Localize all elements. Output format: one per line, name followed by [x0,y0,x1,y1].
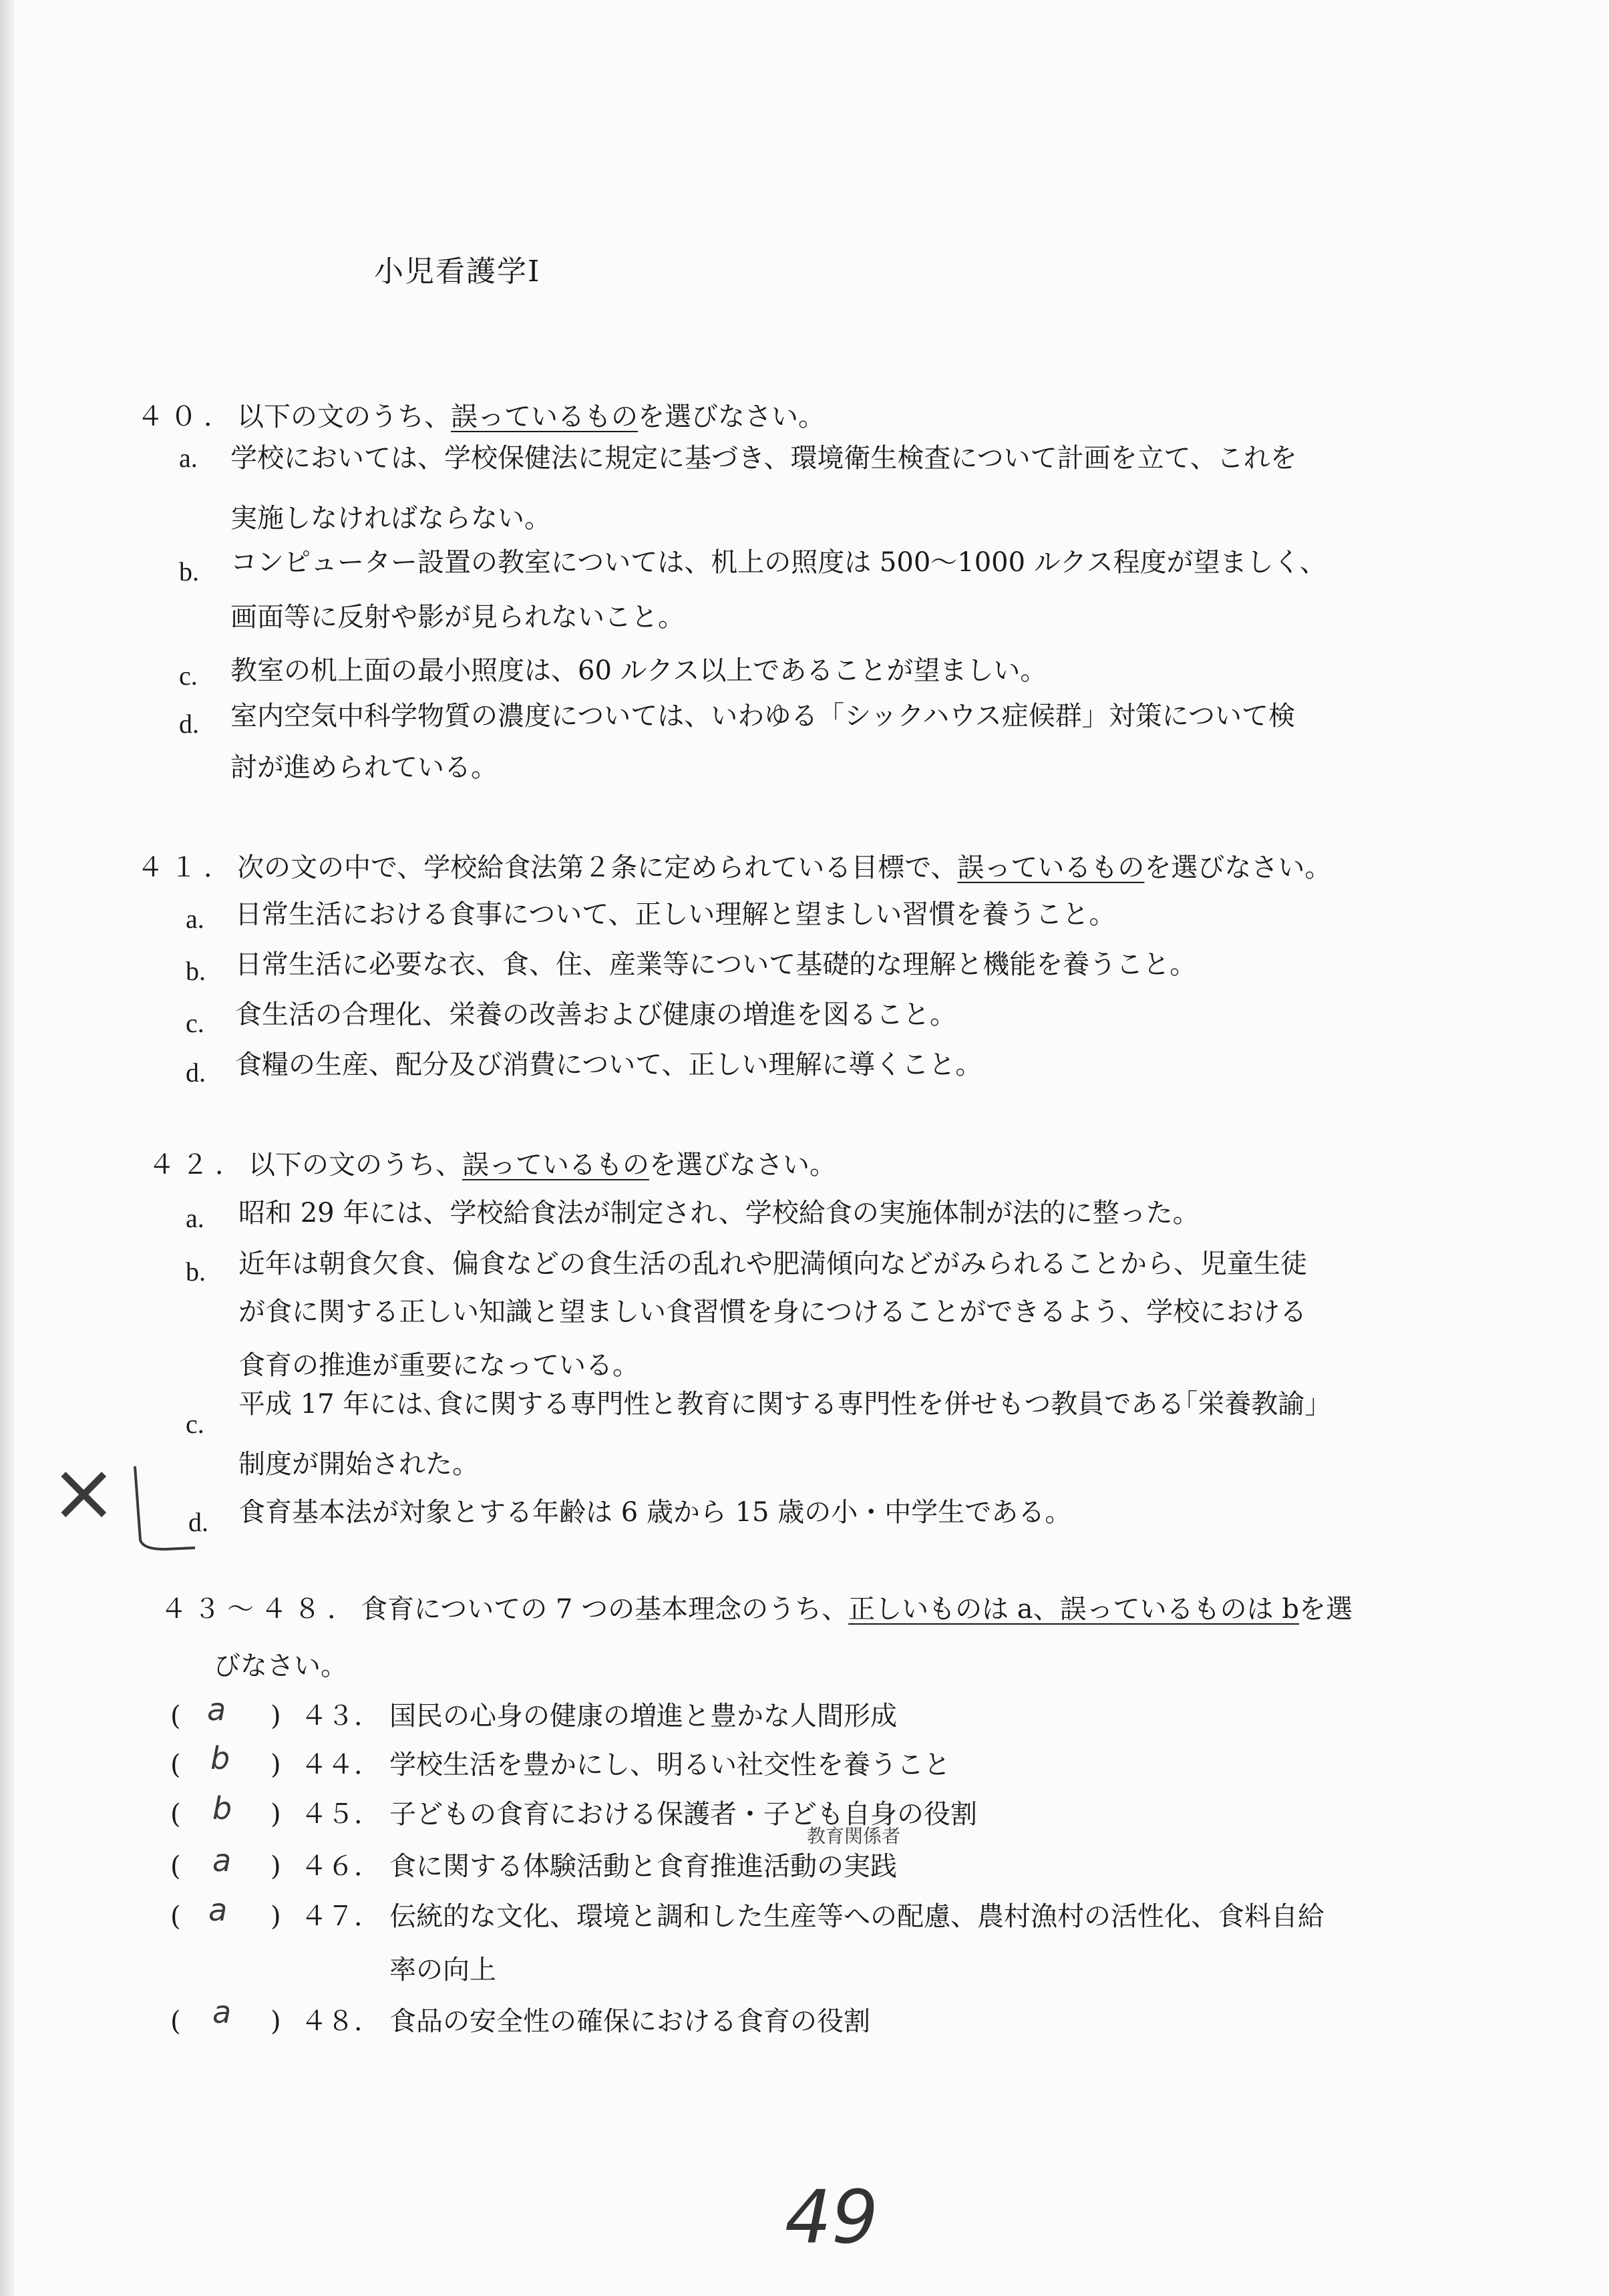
question-40-stem [137,401,825,433]
item-text: 率の向上 [389,1955,496,1985]
item-number: ４６． [301,1851,381,1882]
choice-text: 教室の机上面の最小照度は、60 ルクス以上であることが望ましい。 [230,655,1047,686]
choice-text: 食育の推進が重要になっている。 [238,1350,639,1381]
choice-label: c. [186,1008,204,1038]
choice-text: 食育基本法が対象とする年齢は 6 歳から 15 歳の小・中学生である。 [238,1497,1072,1528]
handwritten-answer: a [208,1892,228,1928]
item-text: 伝統的な文化、環境と調和した生産等への配慮、農村漁村の活性化、食料自給 [389,1901,1324,1932]
handwritten-answer: a [212,1994,232,2030]
item-number: ４８． [301,2006,381,2037]
stem-text: を選びなさい。 [1144,852,1332,883]
question-number: ４３～４８． [160,1594,361,1625]
stem-text: を選 [1298,1594,1353,1625]
answer-paren: ( [170,1799,181,1830]
answer-paren: ( [170,1851,181,1882]
answer-paren: ) [271,1701,281,1732]
item-text: 食に関する体験活動と食育推進活動の実践 [389,1851,897,1882]
stem-text: を選びなさい。 [649,1150,836,1180]
question-number: ４２． [148,1150,248,1180]
choice-label: d. [186,1057,206,1088]
item-text: 子どもの食育における保護者・子ども自身の役割 [389,1799,977,1830]
choice-label: b. [186,1257,206,1287]
choice-text: 日常生活における食事について、正しい理解と望ましい習慣を養うこと。 [235,899,1116,930]
choice-text: 日常生活に必要な衣、食、住、産業等について基礎的な理解と機能を養うこと。 [235,949,1197,980]
item-number: ４４． [301,1750,381,1780]
answer-paren: ( [170,1901,181,1932]
stem-text: 以下の文のうち、 [248,1150,462,1180]
stem-emphasis: 正しいものは a、誤っているものは b [848,1594,1299,1625]
question-43-48-stem [160,1593,1353,1625]
choice-text: 平成 17 年には､食に関する専門性と教育に関する専門性を併せもつ教員である｢栄養教諭｣ [238,1389,1318,1420]
choice-text: 室内空気中科学物質の濃度については、いわゆる「シックハウス症候群」対策について検 [230,701,1295,731]
handwritten-bracket [127,1460,200,1560]
choice-label: c. [179,661,198,691]
stem-text: 食育についての 7 つの基本理念のうち、 [361,1594,849,1625]
stem-text: を選びなさい。 [638,401,825,432]
choice-text: 実施しなければならない。 [230,503,551,534]
choice-text: 学校においては、学校保健法に規定に基づき、環境衛生検査について計画を立て、これを [230,443,1297,474]
choice-label: b. [179,556,199,587]
handwritten-x-mark: × [50,1446,118,1539]
stem-continuation: びなさい。 [214,1651,347,1681]
handwritten-note: 教育関係者 [807,1825,901,1847]
handwritten-page-number: 49 [785,2174,878,2260]
choice-label: c. [186,1409,204,1439]
scan-edge [0,0,15,2296]
handwritten-answer: a [212,1842,232,1878]
choice-text: 近年は朝食欠食、偏食などの食生活の乱れや肥満傾向などがみられることから、児童生徒 [238,1249,1307,1279]
item-number: ４５． [301,1799,381,1830]
choice-label: a. [186,1203,204,1233]
choice-text: コンピューター設置の教室については、机上の照度は 500～1000 ルクス程度が望ましく、 [230,547,1326,578]
choice-label: b. [186,956,206,986]
item-text: 食品の安全性の確保における食育の役割 [389,2006,870,2037]
answer-paren: ) [271,1799,281,1830]
choice-label: a. [179,443,198,473]
answer-paren: ) [271,1750,281,1780]
item-number: ４７． [301,1901,381,1932]
question-number: ４１． [137,852,237,883]
answer-paren: ( [170,2006,181,2037]
choice-text: 食生活の合理化、栄養の改善および健康の増進を図ること。 [235,999,956,1030]
stem-emphasis: 誤っているもの [451,401,638,432]
answer-paren: ) [271,1901,281,1932]
page-title: 小児看護学Ⅰ [374,255,541,289]
stem-emphasis: 誤っているもの [957,852,1145,883]
answer-paren: ) [271,1851,281,1882]
choice-text: 制度が開始された。 [238,1449,479,1480]
question-number: ４０． [137,401,237,432]
item-number: ４３． [301,1701,381,1732]
answer-paren: ) [271,2006,281,2037]
choice-text: が食に関する正しい知識と望ましい食習慣を身につけることができるよう、学校における [238,1297,1307,1327]
handwritten-answer: b [210,1740,230,1776]
stem-text: 次の文の中で、学校給食法第２条に定められている目標で、 [237,852,958,883]
answer-paren: ( [170,1701,181,1732]
choice-label: a. [186,904,204,934]
item-text: 国民の心身の健康の増進と豊かな人間形成 [389,1701,897,1732]
choice-text: 画面等に反射や影が見られないこと。 [230,602,685,633]
question-41-stem [137,852,1331,884]
stem-text: 以下の文のうち、 [237,401,451,432]
choice-text: 食糧の生産、配分及び消費について、正しい理解に導くこと。 [235,1049,982,1080]
item-text: 学校生活を豊かにし、明るい社交性を養うこと [389,1750,950,1780]
handwritten-answer: a [207,1691,226,1728]
answer-paren: ( [170,1750,181,1780]
stem-emphasis: 誤っているもの [462,1150,649,1180]
choice-text: 討が進められている。 [230,752,498,783]
choice-text: 昭和 29 年には、学校給食法が制定され、学校給食の実施体制が法的に整った。 [238,1198,1200,1228]
handwritten-answer: b [212,1790,232,1826]
question-42-stem [148,1149,836,1181]
choice-label: d. [188,1507,208,1537]
choice-label: d. [179,709,199,739]
